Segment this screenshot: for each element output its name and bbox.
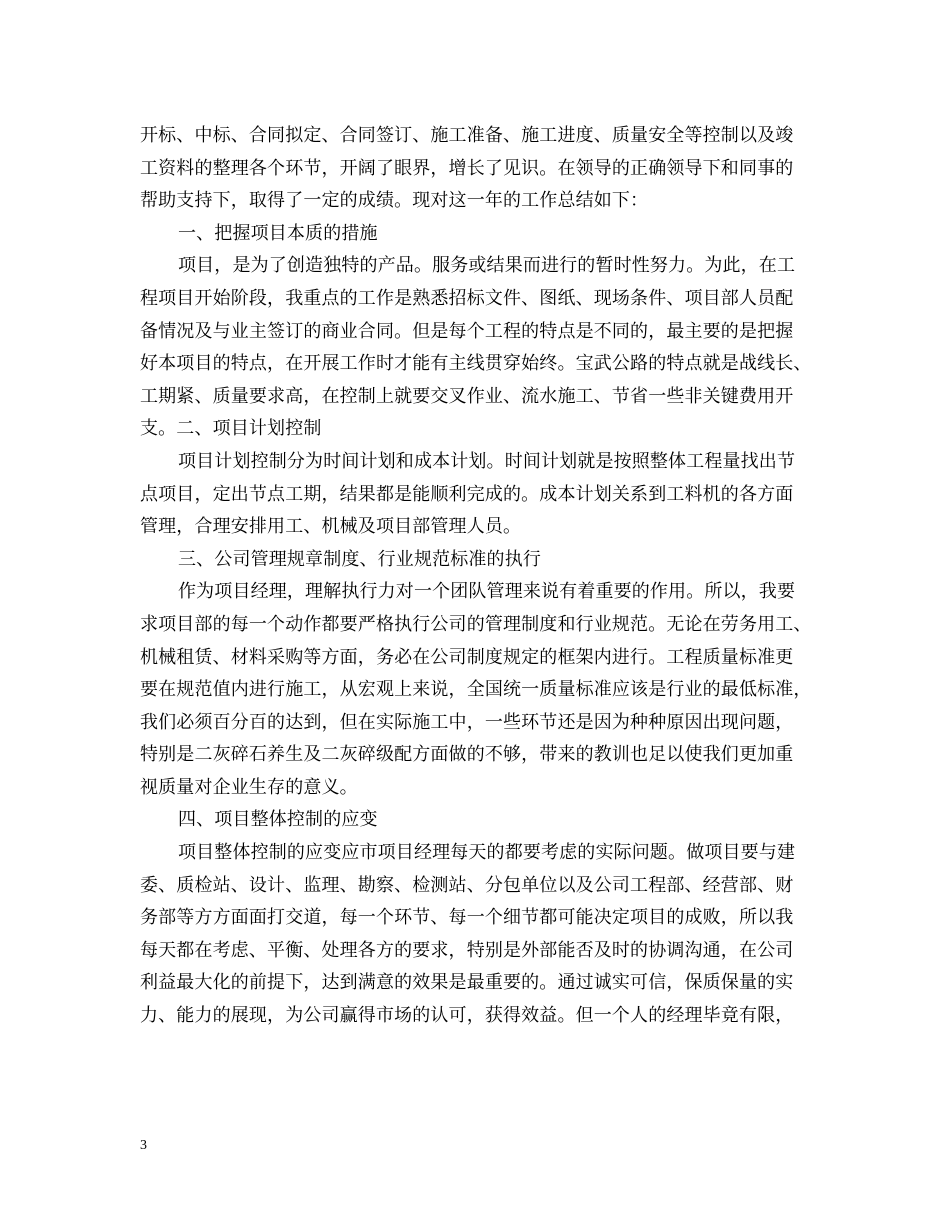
- section-heading-1: 一、把握项目本质的措施: [178, 222, 378, 244]
- text-line-25: 务部等方方面面打交道，每一个环节、每一个细节都可能决定项目的成败，所以我: [140, 907, 794, 929]
- page-number: 3: [140, 1138, 147, 1153]
- text-line-3: 帮助支持下，取得了一定的成绩。现对这一年的工作总结如下：: [140, 190, 649, 212]
- text-line-9: 工期紧、质量要求高，在控制上就要交叉作业、流水施工、节省一些非关键费用开: [140, 385, 794, 407]
- text-line-12: 点项目，定出节点工期，结果都是能顺利完成的。成本计划关系到工料机的各方面: [140, 483, 794, 505]
- text-line-16: 求项目部的每一个动作都要严格执行公司的管理制度和行业规范。无论在劳务用工、: [140, 613, 812, 635]
- text-line-11: 项目计划控制分为时间计划和成本计划。时间计划就是按照整体工程量找出节: [178, 450, 796, 472]
- text-line-2: 工资料的整理各个环节，开阔了眼界，增长了见识。在领导的正确领导下和同事的: [140, 157, 794, 179]
- text-line-5: 项目，是为了创造独特的产品。服务或结果而进行的暂时性努力。为此，在工: [178, 255, 796, 277]
- text-line-27: 利益最大化的前提下，达到满意的效果是最重要的。通过诚实可信，保质保量的实: [140, 972, 794, 994]
- text-line-28: 力、能力的展现，为公司赢得市场的认可，获得效益。但一个人的经理毕竟有限，: [140, 1005, 794, 1027]
- text-line-6: 程项目开始阶段，我重点的工作是熟悉招标文件、图纸、现场条件、项目部人员配: [140, 287, 794, 309]
- text-line-1: 开标、中标、合同拟定、合同签订、施工准备、施工进度、质量安全等控制以及竣: [140, 125, 794, 146]
- text-line-23: 项目整体控制的应变应市项目经理每天的都要考虑的实际问题。做项目要与建: [178, 842, 796, 864]
- text-line-18: 要在规范值内进行施工，从宏观上来说，全国统一质量标准应该是行业的最低标准，: [140, 679, 812, 701]
- text-line-13: 管理，合理安排用工、机械及项目部管理人员。: [140, 516, 522, 538]
- text-line-19: 我们必须百分百的达到，但在实际施工中，一些环节还是因为种种原因出现问题，: [140, 711, 794, 733]
- text-line-17: 机械租赁、材料采购等方面，务必在公司制度规定的框架内进行。工程质量标准更: [140, 646, 794, 668]
- text-line-26: 每天都在考虑、平衡、处理各方的要求，特别是外部能否及时的协调沟通，在公司: [140, 939, 794, 961]
- text-line-8: 好本项目的特点，在开展工作时才能有主线贯穿始终。宝武公路的特点就是战线长、: [140, 353, 812, 375]
- text-line-10: 支。二、项目计划控制: [140, 418, 322, 440]
- section-heading-4: 四、项目整体控制的应变: [178, 809, 378, 831]
- text-line-7: 备情况及与业主签订的商业合同。但是每个工程的特点是不同的，最主要的是把握: [140, 320, 794, 342]
- text-line-24: 委、质检站、设计、监理、勘察、检测站、分包单位以及公司工程部、经营部、财: [140, 874, 794, 896]
- text-line-21: 视质量对企业生存的意义。: [140, 776, 358, 798]
- text-line-15: 作为项目经理，理解执行力对一个团队管理来说有着重要的作用。所以，我要: [178, 581, 796, 603]
- section-heading-3: 三、公司管理规章制度、行业规范标准的执行: [178, 548, 541, 570]
- document-body: [140, 120, 820, 1033]
- text-line-20: 特别是二灰碎石养生及二灰碎级配方面做的不够，带来的教训也足以使我们更加重: [140, 744, 794, 766]
